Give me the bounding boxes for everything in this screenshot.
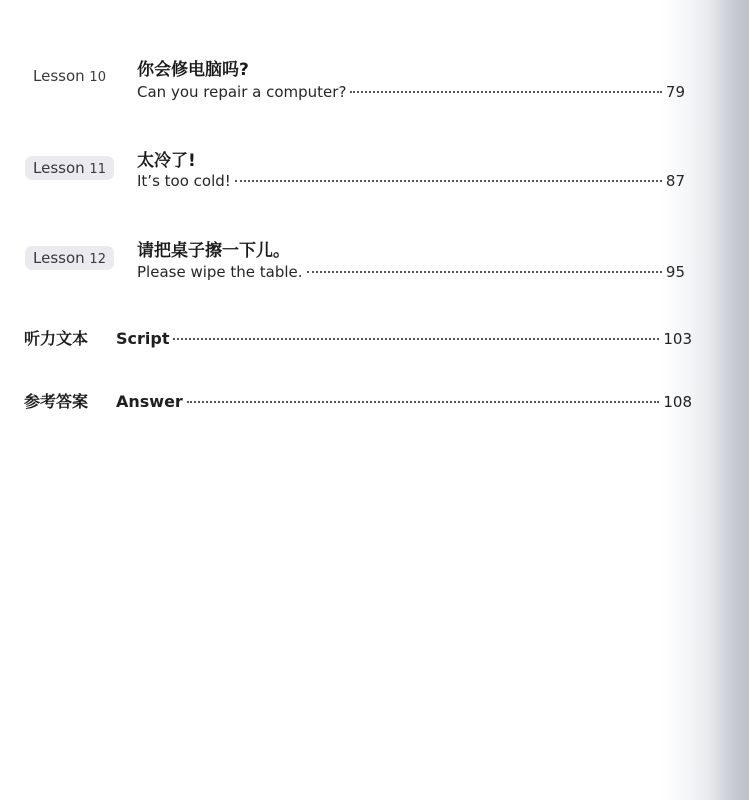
appendix-label-english: Script [116,329,170,348]
appendix-label-chinese: 听力文本 [24,329,89,348]
page-number: 103 [663,330,692,348]
lesson-badge-word: Lesson [33,67,85,85]
page-number: 79 [665,83,685,101]
lesson-title-row [137,172,685,194]
toc-entry-lesson-11[interactable] [0,143,700,203]
lesson-title-chinese: 你会修电脑吗? [137,60,249,80]
lesson-badge-word: Lesson [33,249,85,267]
lesson-badge [25,156,114,180]
dot-leader [350,91,661,93]
toc-entry-lesson-10[interactable] [0,52,700,112]
appendix-label-chinese: 参考答案 [24,392,89,411]
page-number: 108 [663,393,692,411]
page-number: 95 [665,263,685,281]
dot-leader [307,271,662,273]
appendix-label-english: Answer [116,392,183,411]
lesson-badge-number: 11 [89,162,106,177]
dot-leader [173,338,659,340]
page-number: 87 [665,172,685,190]
lesson-title-english: Please wipe the table. [137,263,303,281]
lesson-title-chinese: 太冷了! [137,151,196,171]
lesson-title-row [137,83,685,105]
lesson-badge [25,246,114,270]
lesson-badge-number: 10 [89,70,106,85]
dot-leader [187,401,660,403]
lesson-title-english: Can you repair a computer? [137,83,347,101]
lesson-title-english: It’s too cold! [137,172,231,190]
dot-leader [235,180,662,182]
toc-entry-script[interactable] [24,326,692,352]
toc-entry-lesson-12[interactable] [0,233,700,293]
lesson-title-chinese: 请把桌子擦一下儿。 [137,241,290,261]
lesson-badge-word: Lesson [33,159,85,177]
spine-shadow [709,0,749,800]
lesson-title-row [137,263,685,285]
toc-entry-answer[interactable] [24,389,692,415]
lesson-badge [25,64,114,88]
lesson-badge-number: 12 [89,252,106,267]
